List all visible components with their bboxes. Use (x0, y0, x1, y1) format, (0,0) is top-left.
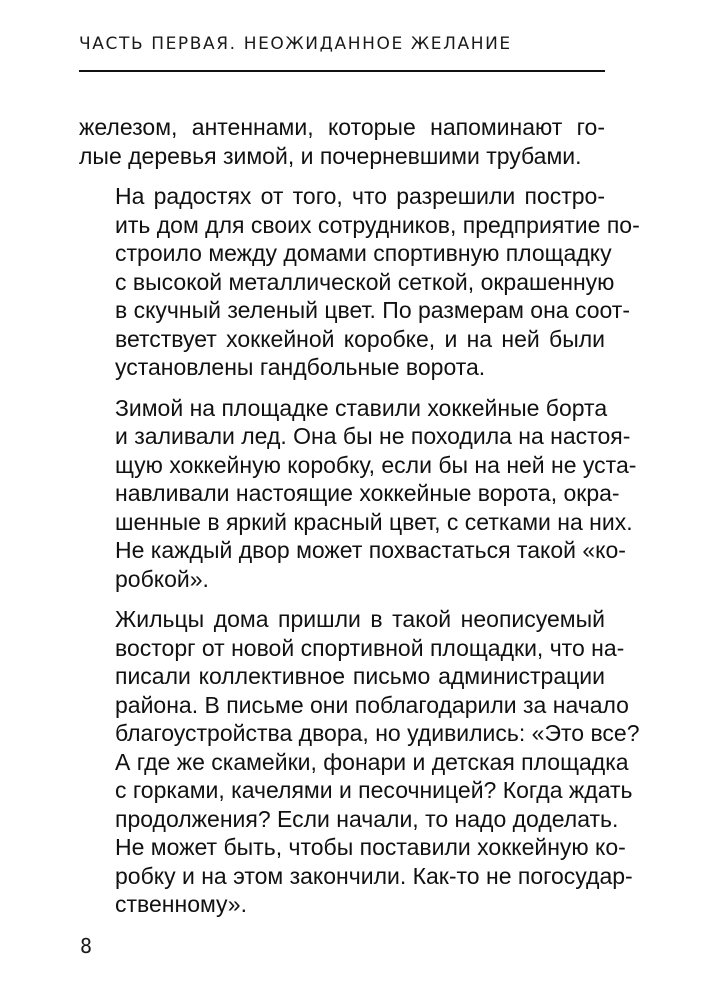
text-line: с горками, качелями и песочницей? Когда ждать (115, 777, 633, 803)
page-number: 8 (80, 934, 93, 958)
paragraph-4 (79, 605, 640, 919)
text-line: Не каждый двор может похвастаться такой «ко- (115, 537, 626, 563)
text-line: писали коллективное письмо администрации (115, 663, 605, 689)
text-line: и заливали лед. Она бы не походила на настоя- (115, 423, 631, 449)
text-line: щую хоккейную коробку, если бы на ней не уста- (115, 451, 637, 478)
text-line: ветствует хоккейной коробке, и на ней были (115, 325, 605, 352)
text-line: Жильцы дома пришли в такой неописуемый (115, 606, 605, 632)
text-line: ственному». (115, 891, 247, 917)
text-line: восторг от новой спортивной площадки, что на- (115, 634, 625, 661)
paragraph-3 (79, 394, 637, 594)
page-body (79, 113, 640, 931)
paragraph-2 (79, 182, 640, 382)
text-line: робку и на этом закончили. Как-то не погосудар- (115, 862, 633, 889)
text-line: навливали настоящие хоккейные ворота, окра- (115, 480, 620, 506)
text-line: района. В письме они поблагодарили за начало (115, 691, 629, 718)
text-line: Зимой на площадке ставили хоккейные борта (115, 394, 608, 421)
text-line: с высокой металлической сеткой, окрашенную (115, 268, 615, 295)
running-head-title: ЧАСТЬ ПЕРВАЯ. НЕОЖИДАННОЕ ЖЕЛАНИЕ (79, 34, 512, 54)
text-line: робкой». (115, 565, 209, 592)
text-line: На радостях от того, что разрешили постро- (115, 183, 605, 209)
text-line: лые деревья зимой, и почерневшими трубами. (79, 142, 582, 169)
text-line: Не может быть, чтобы поставили хоккейную ко- (115, 834, 626, 860)
text-line: установлены гандбольные ворота. (115, 354, 486, 380)
text-line: строило между домами спортивную площадку (115, 240, 612, 266)
text-line: железом, антеннами, которые напоминают го- (79, 114, 605, 140)
text-line: А где же скамейки, фонари и детская площадка (115, 748, 629, 775)
text-line: продолжения? Если начали, то надо доделать. (115, 805, 619, 832)
text-line: в скучный зеленый цвет. По размерам она соот- (115, 297, 630, 323)
header-divider (79, 70, 605, 72)
text-line: ить дом для своих сотрудников, предприятие по- (115, 211, 640, 238)
text-line: шенные в яркий красный цвет, с сетками на них. (115, 508, 633, 535)
paragraph-1 (79, 113, 605, 170)
text-line: благоустройства двора, но удивились: «Это все? (115, 720, 640, 746)
